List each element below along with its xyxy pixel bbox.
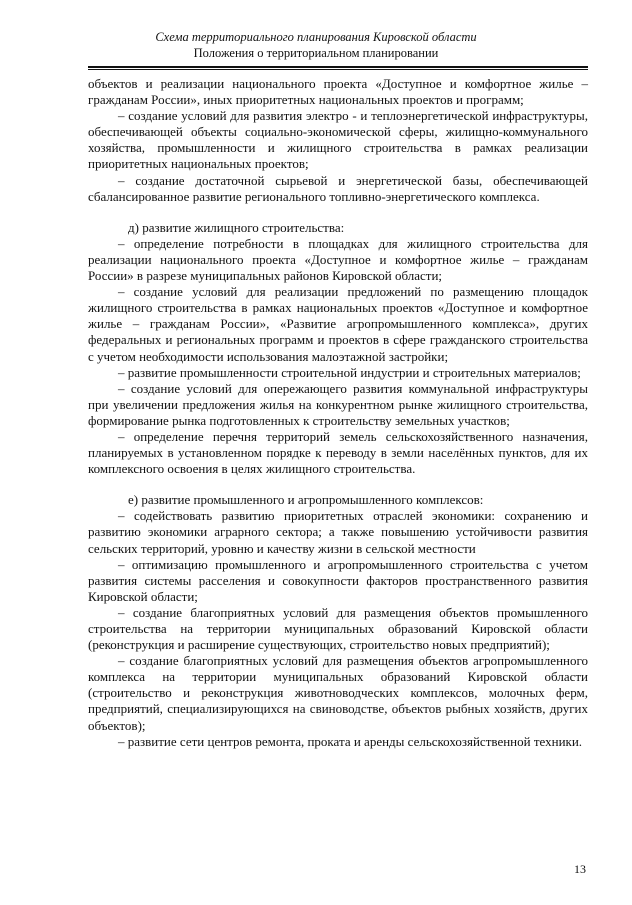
body-text	[88, 76, 588, 750]
header-title: Схема территориального планирования Кировской области	[155, 30, 477, 44]
header-subtitle: Положения о территориальном планировании	[193, 46, 439, 60]
list-item: – создание благоприятных условий для размещения объектов агропромышленного комплекса на территории муниципальных образований Кировской области (строительство и реконструкция животноводческих комплексов, молочных ферм, предприятий, специализирующихся на свиноводстве, объектов рыбных хозяйств, других объектов);	[88, 653, 588, 733]
list-item: – определение потребности в площадках для жилищного строительства для реализации национального проекта «Доступное и комфортное жилье – гражданам России» в разрезе муниципальных районов Кировской области;	[88, 235, 588, 284]
list-item: – создание условий для развития электро - и теплоэнергетической инфраструктуры, обеспечивающей объекты социально-экономической сферы, жилищно-коммунального хозяйства, промышленности и жилищного строительства в рамках реализации приоритетных национальных проектов;	[88, 108, 588, 172]
page-number: 13	[574, 862, 586, 876]
list-item: – создание условий для опережающего развития коммунальной инфраструктуры при увеличении предложения жилья на конкурентном рынке жилищного строительства, формирование рынка подготовленных к строительству земельных участков;	[88, 380, 588, 428]
list-item: – создание условий для реализации предложений по размещению площадок жилищного строительства в рамках национальных проектов «Доступное и комфортное жилье – гражданам России», «Развитие агропромышленного комплекса», других федеральных и региональных программ и проектов в сфере гражданского строительства с учетом необходимости использования малоэтажной застройки;	[88, 284, 588, 364]
list-item: – содействовать развитию приоритетных отраслей экономики: сохранению и развитию экономики аграрного сектора; а также повышению устойчивости развития сельских территорий, уровню и качеству жизни в сельской местности	[88, 508, 588, 556]
list-item: – развитие сети центров ремонта, проката и аренды сельскохозяйственной техники.	[118, 733, 583, 749]
section-heading-d: д) развитие жилищного строительства:	[128, 219, 345, 235]
section-heading-e: е) развитие промышленного и агропромышленного комплексов:	[128, 492, 484, 508]
list-item: – развитие промышленности строительной индустрии и строительных материалов;	[118, 364, 581, 380]
list-item: – создание благоприятных условий для размещения объектов промышленного строительства на территории муниципальных образований Кировской области (реконструкция и расширение существующих, строительство новых предприятий);	[88, 604, 588, 653]
header-rule-thick	[88, 66, 588, 68]
list-item: – создание достаточной сырьевой и энергетической базы, обеспечивающей сбалансированное развитие регионального топливно-энергетического комплекса.	[88, 172, 588, 204]
header-rule-thin	[88, 69, 588, 70]
paragraph: объектов и реализации национального проекта «Доступное и комфортное жилье – гражданам России», иных приоритетных национальных проектов и программ;	[88, 76, 588, 108]
list-item: – оптимизацию промышленного и агропромышленного строительства с учетом развития системы расселения и совокупности факторов пространственного развития Кировской области;	[88, 556, 588, 604]
list-item: – определение перечня территорий земель сельскохозяйственного назначения, планируемых в установленном порядке к переводу в земли населённых пунктов, для их комплексного освоения в целях жилищного строительства.	[88, 428, 588, 477]
